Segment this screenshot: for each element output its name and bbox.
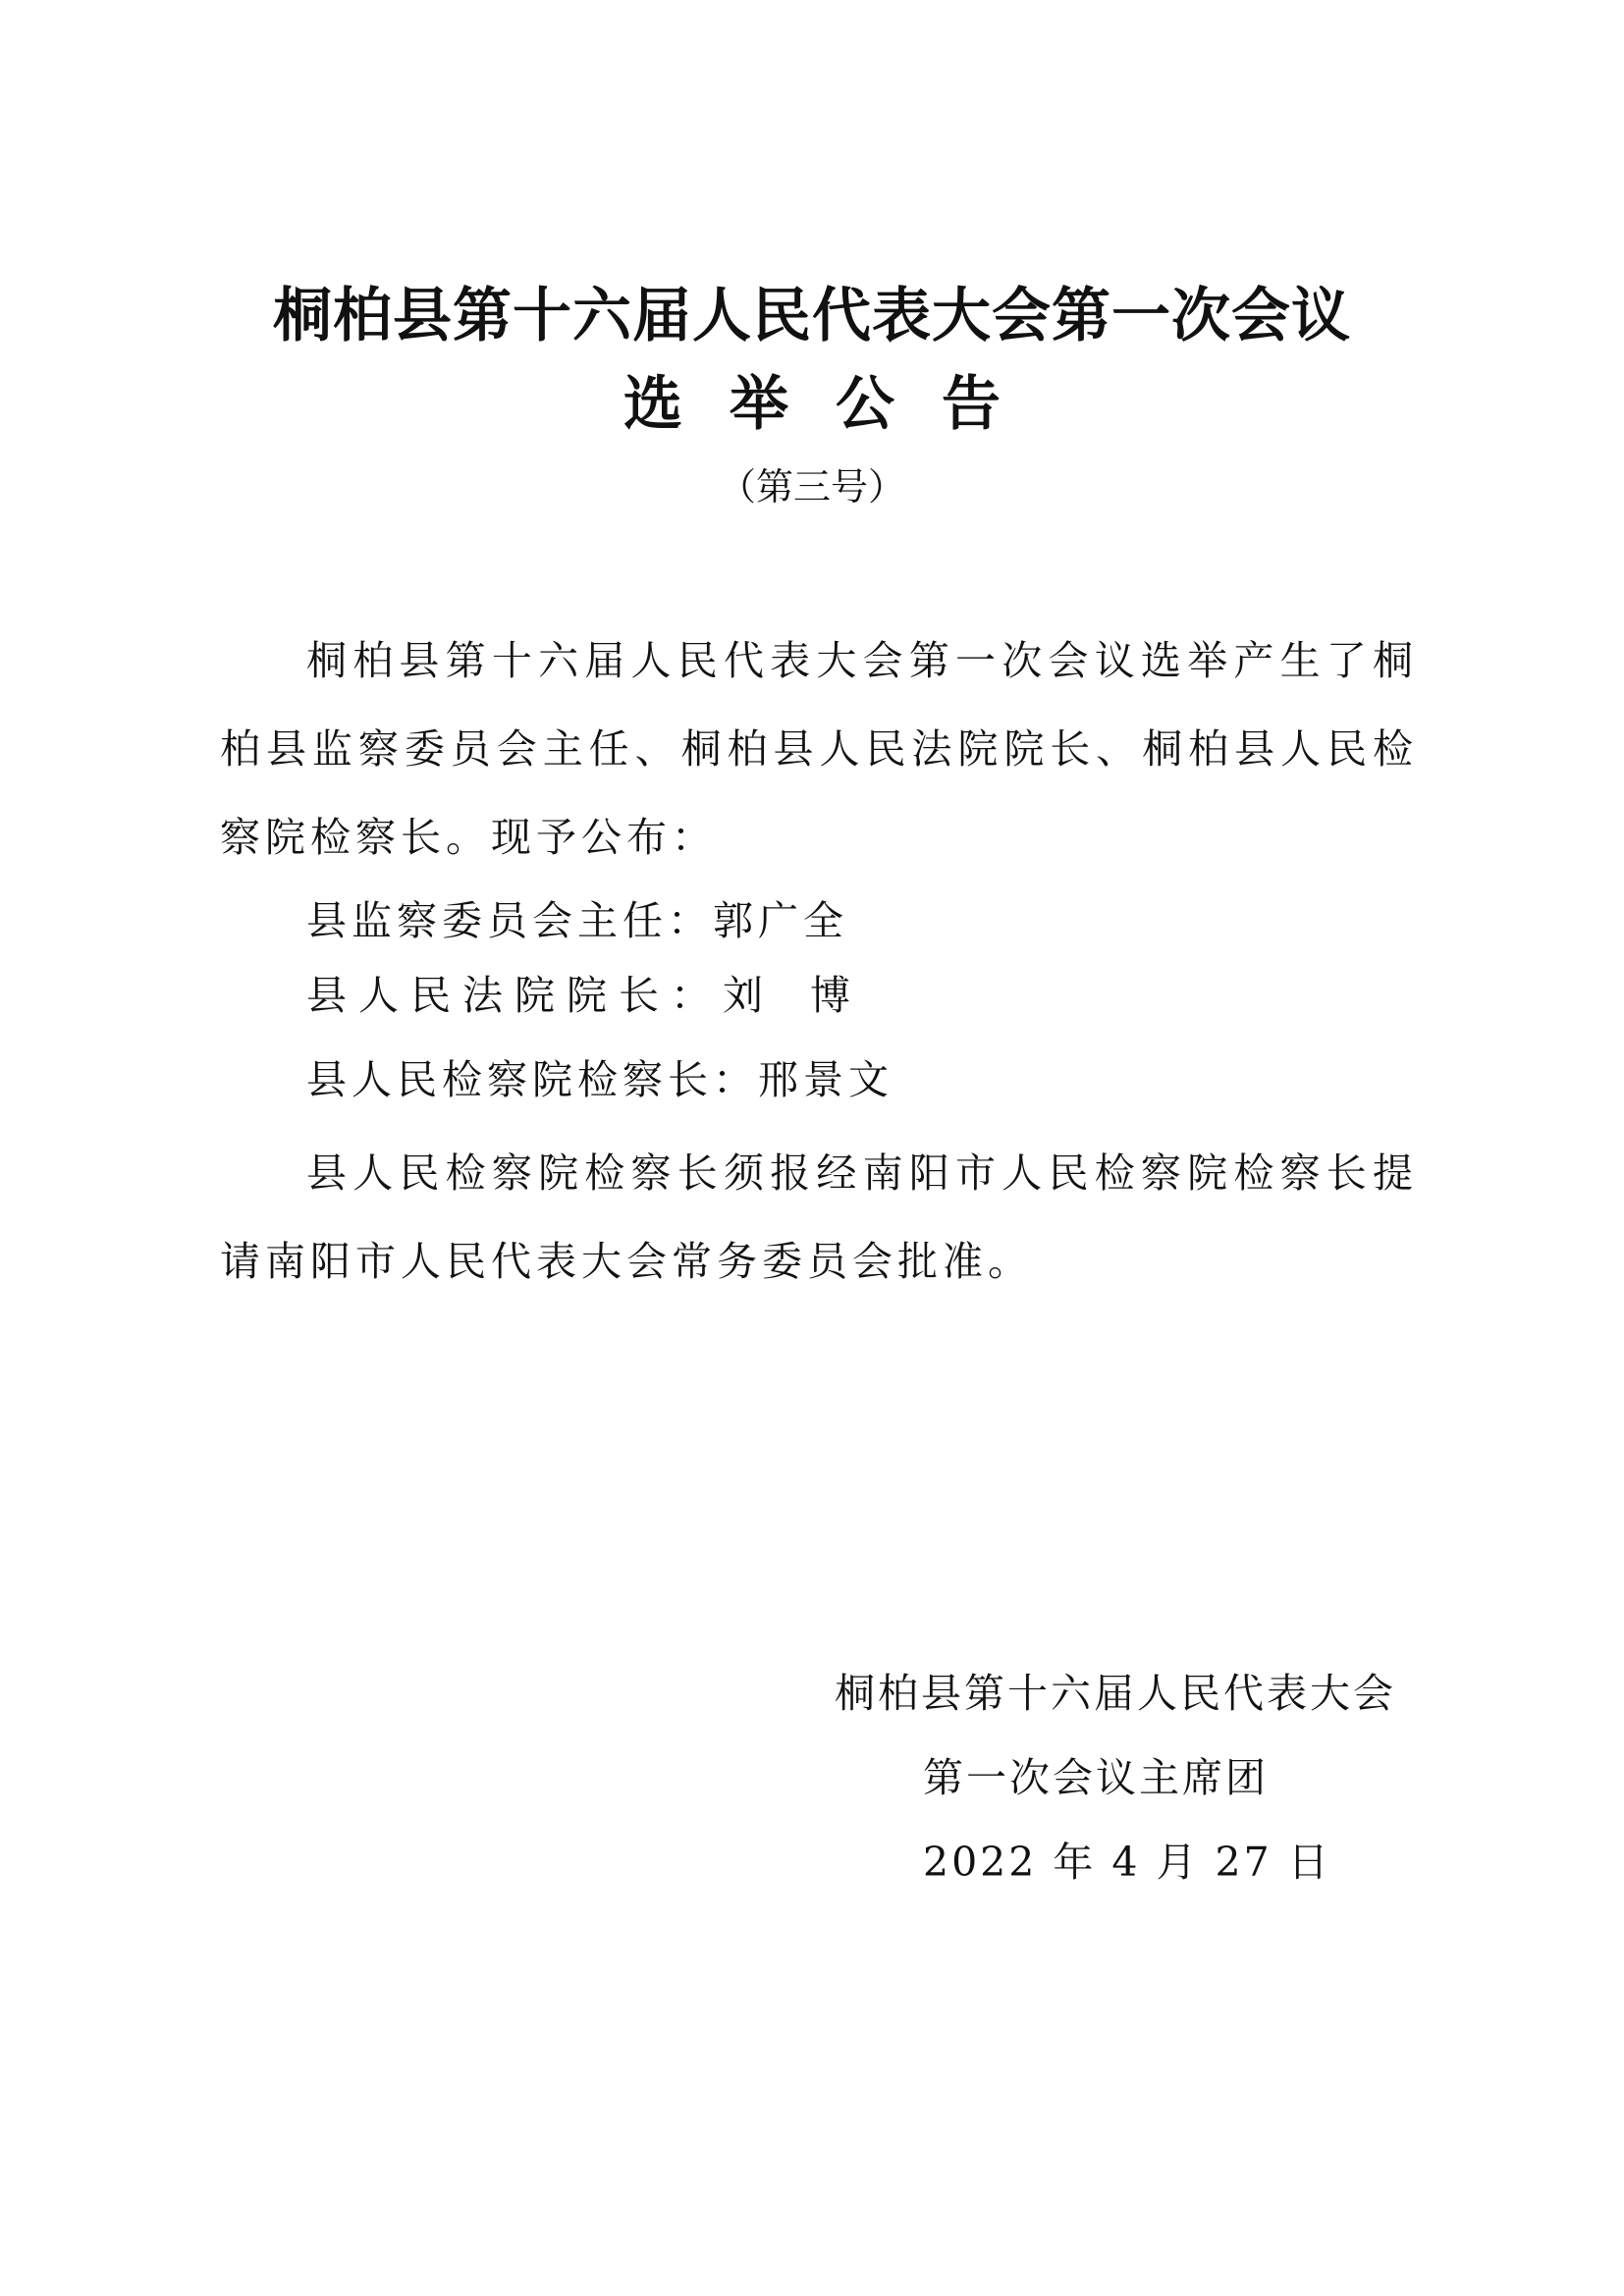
- note-paragraph-block: [220, 1129, 1418, 1306]
- document-title: 桐柏县第十六届人民代表大会第一次会议: [273, 282, 1351, 350]
- appointment-list: [306, 883, 1386, 1117]
- signature-org-line1: 桐柏县第十六届人民代表大会: [835, 1670, 1396, 1717]
- appointment-label: 县监察委员会主任：: [306, 897, 713, 944]
- note-paragraph: 县人民检察院检察长须报经南阳市人民检察院检察长提请南阳市人民代表大会常务委员会批准。: [220, 1149, 1418, 1285]
- appointment-item-procuratorate: [306, 1042, 1386, 1117]
- signature-date: 2022 年 4 月 27 日: [923, 1839, 1331, 1886]
- appointment-name: 郭广全: [713, 897, 848, 944]
- intro-paragraph: 桐柏县第十六届人民代表大会第一次会议选举产生了桐柏县监察委员会主任、桐柏县人民法院院长、桐柏县人民检察院检察长。现予公布：: [220, 637, 1418, 861]
- appointment-name: 刘博: [723, 972, 897, 1019]
- appointment-label: 县人民法院院长：: [306, 972, 723, 1019]
- document-subtitle: 选举公告: [623, 370, 1048, 439]
- appointment-item-court: [306, 958, 1386, 1033]
- issue-number: （第三号）: [718, 465, 905, 508]
- appointment-name: 邢景文: [758, 1056, 893, 1103]
- intro-paragraph-block: [220, 616, 1418, 881]
- appointment-label: 县人民检察院检察长：: [306, 1056, 758, 1103]
- signature-org-line2: 第一次会议主席团: [923, 1754, 1269, 1801]
- signature-block: [835, 1651, 1424, 1904]
- appointment-item-supervision: [306, 883, 1386, 958]
